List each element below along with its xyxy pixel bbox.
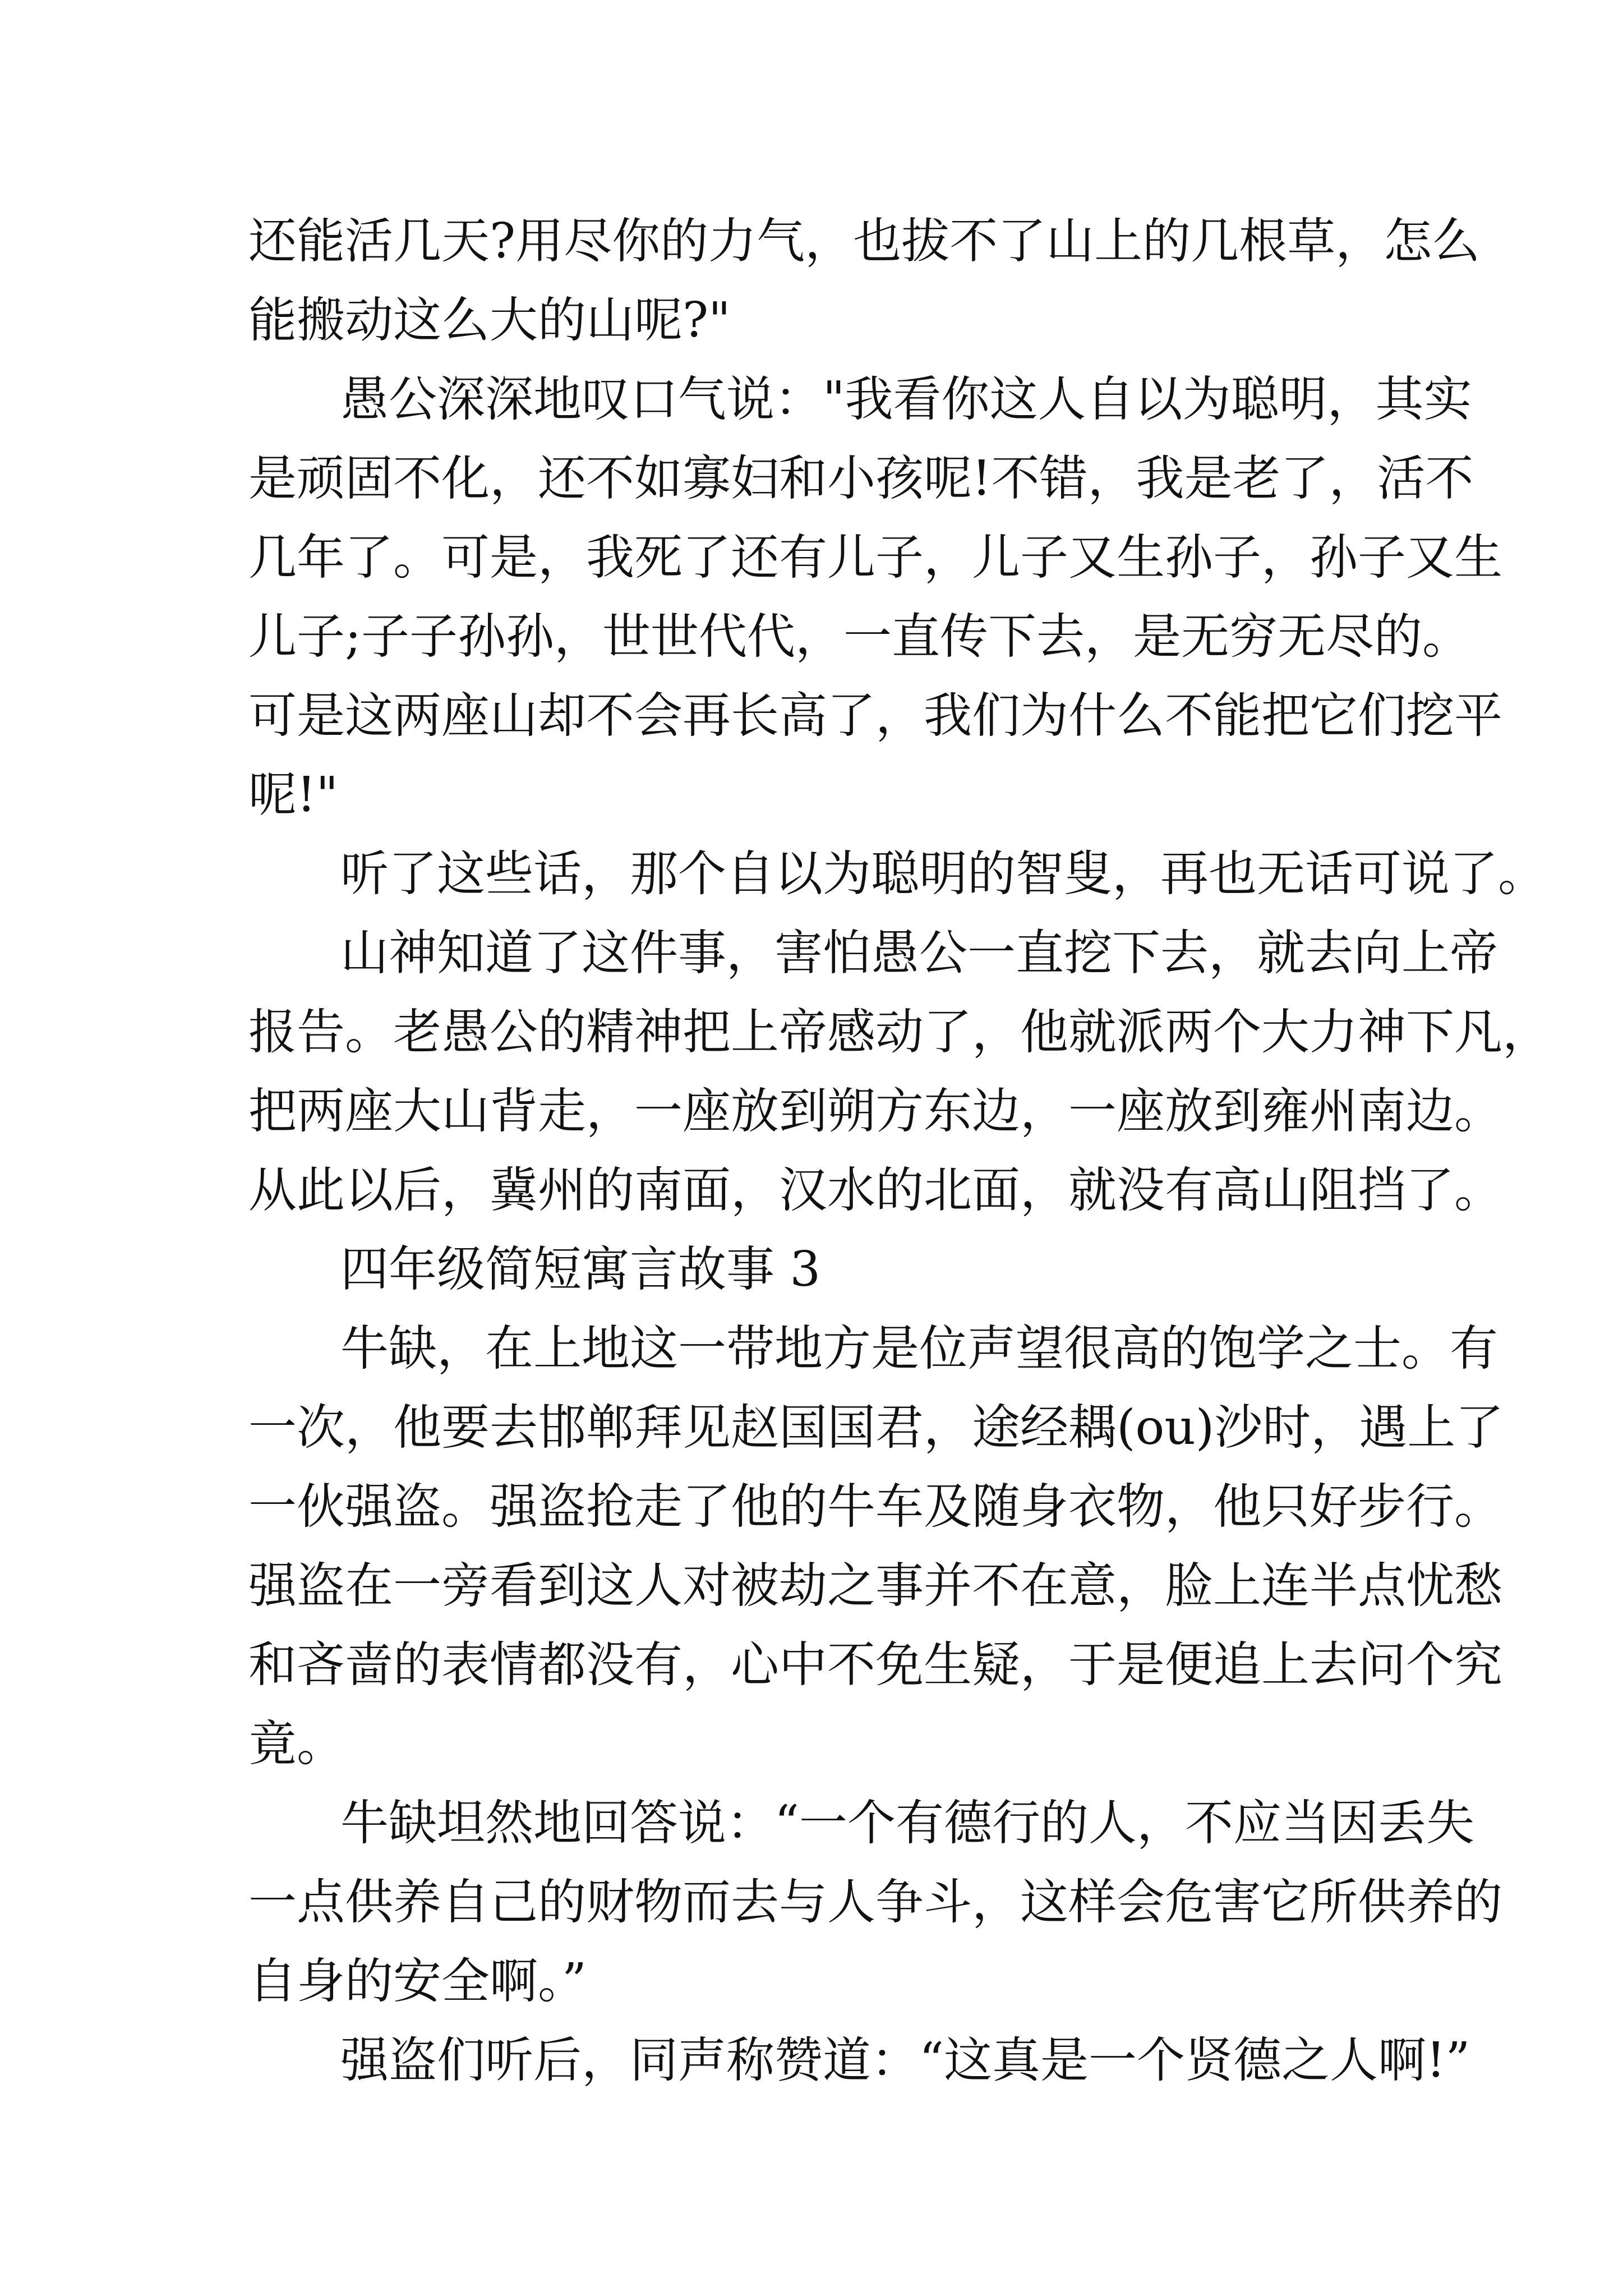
text-line: 从此以后，冀州的南面，汉水的北面，就没有高山阻挡了。 <box>248 1162 1502 1218</box>
text-line: 一伙强盗。强盗抢走了他的牛车及随身衣物，他只好步行。 <box>248 1479 1502 1535</box>
text-line: 把两座大山背走，一座放到朔方东边，一座放到雍州南边。 <box>248 1083 1502 1139</box>
text-line: 和吝啬的表情都没有，心中不免生疑，于是便追上去问个究 <box>248 1637 1502 1693</box>
text-line: 可是这两座山却不会再长高了，我们为什么不能把它们挖平 <box>248 688 1502 744</box>
text-line: 强盗在一旁看到这人对被劫之事并不在意，脸上连半点忧愁 <box>248 1558 1502 1614</box>
document-body <box>248 202 1551 2100</box>
text-line: 听了这些话，那个自以为聪明的智叟，再也无话可说了。 <box>340 846 1546 902</box>
text-line: 儿子;子子孙孙，世世代代，一直传下去，是无穷无尽的。 <box>248 609 1470 665</box>
text-line: 几年了。可是，我死了还有儿子，儿子又生孙子，孙子又生 <box>248 530 1502 586</box>
text-line: 一点供养自己的财物而去与人争斗，这样会危害它所供养的 <box>248 1874 1502 1930</box>
text-line: 呢!" <box>248 767 339 823</box>
text-line: 一次，他要去邯郸拜见赵国国君，途经耦(ou)沙时，遇上了 <box>248 1400 1504 1456</box>
text-line: 山神知道了这件事，害怕愚公一直挖下去，就去向上帝 <box>340 925 1498 981</box>
text-line: 愚公深深地叹口气说："我看你这人自以为聪明，其实 <box>340 371 1472 427</box>
text-line: 还能活几天?用尽你的力气，也拔不了山上的几根草，怎么 <box>248 213 1481 269</box>
text-line: 竟。 <box>248 1716 345 1772</box>
text-line: 报告。老愚公的精神把上帝感动了，他就派两个大力神下凡， <box>248 1004 1551 1060</box>
text-line: 自身的安全啊。” <box>248 1953 587 2009</box>
text-line: 强盗们听后，同声称赞道：“这真是一个贤德之人啊!” <box>340 2032 1470 2088</box>
text-line: 牛缺坦然地回答说：“一个有德行的人，不应当因丢失 <box>340 1795 1474 1851</box>
text-line: 牛缺，在上地这一带地方是位声望很高的饱学之士。有 <box>340 1320 1498 1377</box>
section-heading: 四年级简短寓言故事 3 <box>340 1241 821 1297</box>
text-line: 是顽固不化，还不如寡妇和小孩呢!不错，我是老了，活不 <box>248 450 1474 507</box>
text-line: 能搬动这么大的山呢?" <box>248 292 731 348</box>
